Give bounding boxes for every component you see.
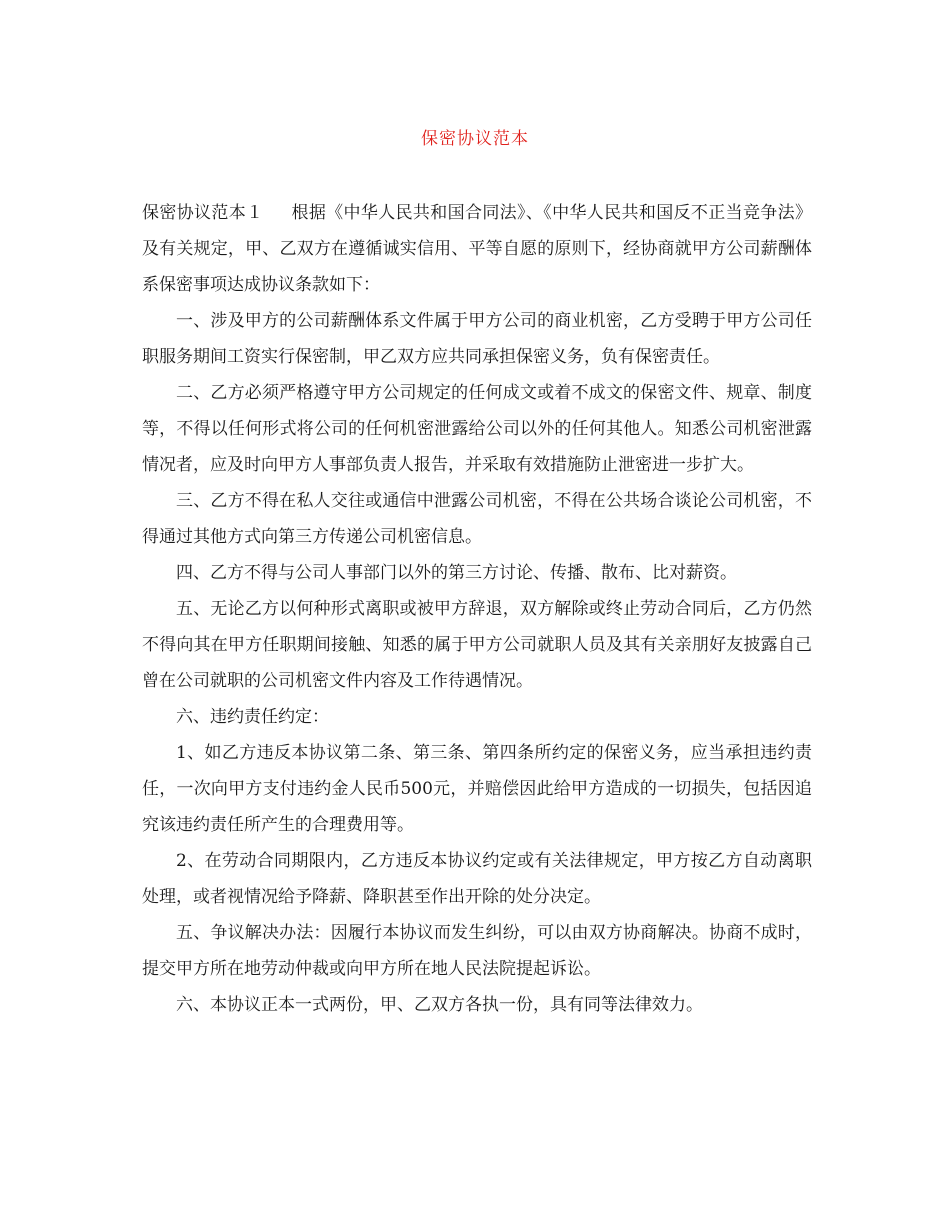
clause-4-paragraph: 四、乙方不得与公司人事部门以外的第三方讨论、传播、散布、比对薪资。 (176, 563, 737, 583)
clause-6-item-2: 2、在劳动合同期限内，乙方违反本协议约定或有关法律规定，甲方按乙方自动离职处理，或者视情况给予降薪、降职甚至作出开除的处分决定。 (142, 851, 812, 907)
clause-3-paragraph: 三、乙方不得在私人交往或通信中泄露公司机密，不得在公共场合谈论公司机密，不得通过其他方式向第三方传递公司机密信息。 (142, 491, 812, 547)
copies-paragraph: 六、本协议正本一式两份，甲、乙双方各执一份，具有同等法律效力。 (176, 995, 703, 1015)
dispute-resolution-paragraph: 五、争议解决办法：因履行本协议而发生纠纷，可以由双方协商解决。协商不成时，提交甲方所在地劳动仲裁或向甲方所在地人民法院提起诉讼。 (142, 923, 812, 979)
clause-5-paragraph: 五、无论乙方以何种形式离职或被甲方辞退，双方解除或终止劳动合同后，乙方仍然不得向其在甲方任职期间接触、知悉的属于甲方公司就职人员及其有关亲朋好友披露自己曾在公司就职的公司机密文件内容及工作待遇情况。 (142, 599, 812, 691)
clause-2-paragraph: 二、乙方必须严格遵守甲方公司规定的任何成文或着不成文的保密文件、规章、制度等，不得以任何形式将公司的任何机密泄露给公司以外的任何其他人。知悉公司机密泄露情况者，应及时向甲方人事部负责人报告，并采取有效措施防止泄密进一步扩大。 (142, 383, 812, 475)
lead-paragraph-text: 根据《中华人民共和国合同法》、《中华人民共和国反不正当竞争法》及有关规定，甲、乙双方在遵循诚实信用、平等自愿的原则下，经协商就甲方公司薪酬体系保密事项达成协议条款如下： (142, 203, 813, 295)
clause-1-paragraph: 一、涉及甲方的公司薪酬体系文件属于甲方公司的商业机密，乙方受聘于甲方公司任职服务期间工资实行保密制，甲乙双方应共同承担保密义务，负有保密责任。 (142, 311, 812, 367)
document-body (142, 195, 812, 1023)
clause-6-item-1: 1、如乙方违反本协议第二条、第三条、第四条所约定的保密义务，应当承担违约责任，一次向甲方支付违约金人民币500元，并赔偿因此给甲方造成的一切损失，包括因追究该违约责任所产生的合理费用等。 (142, 743, 812, 835)
clause-6-heading: 六、违约责任约定： (176, 707, 329, 727)
lead-paragraph (142, 195, 812, 303)
document-title: 保密协议范本 (421, 129, 529, 149)
lead-label: 保密协议范本１ (142, 203, 264, 223)
